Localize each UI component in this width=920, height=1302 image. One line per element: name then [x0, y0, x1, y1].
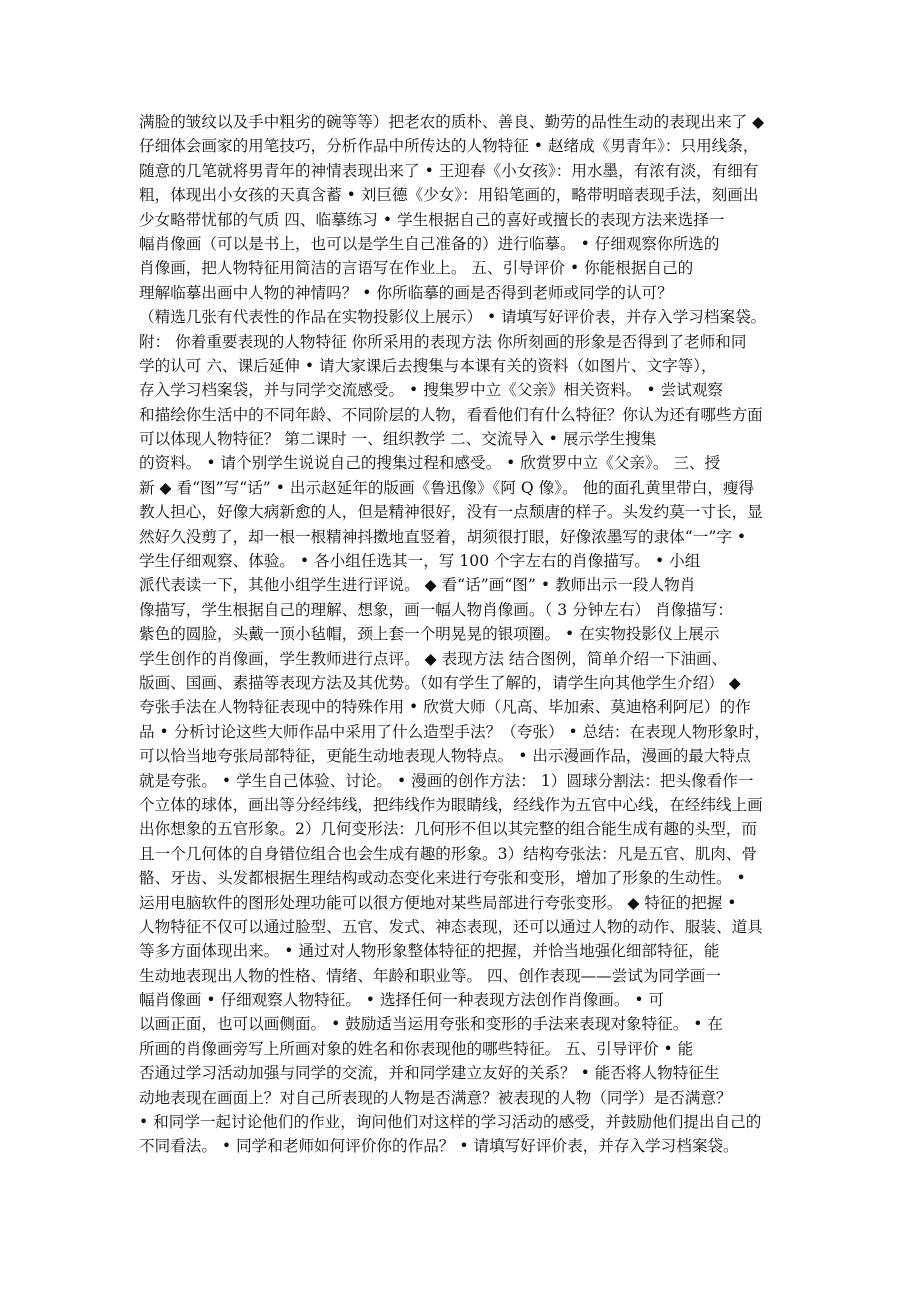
text-line: 且一个几何体的自身错位组合也会生成有趣的形象。3）结构夸张法：凡是五官、肌肉、骨: [139, 844, 758, 863]
text-line: 等多方面体现出来。 • 通过对人物形象整体特征的把握，并恰当地强化细部特征，能: [139, 942, 720, 961]
text-line: 存入学习档案袋，并与同学交流感受。 • 搜集罗中立《父亲》相关资料。 • 尝试观察: [139, 381, 724, 400]
text-line: 所画的肖像画旁写上所画对象的姓名和你表现他的哪些特征。 五、引导评价 • 能: [139, 1039, 694, 1058]
text-line: 出你想象的五官形象。2）几何变形法：几何形不但以其完整的组合能生成有趣的头型，而: [139, 820, 758, 839]
text-line: （精选几张有代表性的作品在实物投影仪上展示） • 请填写好评价表，并存入学习档案袋。: [139, 308, 767, 327]
text-line: 随意的几笔就将男青年的神情表现出来了 • 王迎春《小女孩》：用水墨，有浓有淡，有细有: [139, 161, 759, 180]
text-line: 理解临摹出画中人物的神情吗？ • 你所临摹的画是否得到老师或同学的认可？: [139, 283, 673, 302]
text-line: 品 • 分析讨论这些大师作品中采用了什么造型手法？（夸张） • 总结：在表现人物形象时，: [139, 722, 770, 741]
text-line: 的资料。 • 请个别学生说说自己的搜集过程和感受。 • 欣赏罗中立《父亲》。 三、授: [139, 454, 721, 473]
text-line: 骼、牙齿、头发都根据生理结构或动态变化来进行夸张和变形，增加了形象的生动性。 •: [139, 869, 746, 888]
text-line: 就是夸张。 • 学生自己体验、讨论。 • 漫画的创作方法： 1）圆球分割法：把头像看作一: [139, 771, 754, 790]
text-line: 少女略带忧郁的气质 四、临摹练习 • 学生根据自己的喜好或擅长的表现方法来选择一: [139, 210, 725, 229]
text-line: 粗，体现出小女孩的天真含蓄 • 刘巨德《少女》：用铅笔画的，略带明暗表现手法，刻画出: [139, 186, 759, 205]
text-line: 运用电脑软件的图形处理功能可以很方便地对某些局部进行夸张变形。 ◆ 特征的把握 •: [139, 893, 737, 912]
text-line: 紫色的圆脸，头戴一顶小毡帽，颈上套一个明晃晃的银项圈。 • 在实物投影仪上展示: [139, 625, 720, 644]
text-line: 幅肖像画（可以是书上，也可以是学生自己准备的）进行临摹。 • 仔细观察你所选的: [139, 234, 720, 253]
text-line: 像描写，学生根据自己的理解、想象，画一幅人物肖像画。（ 3 分钟左右） 肖像描写：: [139, 600, 733, 619]
text-line: 版画、国画、素描等表现方法及其优势。（如有学生了解的，请学生向其他学生介绍） ◆: [139, 673, 741, 692]
text-line: 仔细体会画家的用笔技巧，分析作品中所传达的人物特征 • 赵绪成《男青年》：只用线条，: [139, 137, 759, 156]
text-line: 夸张手法在人物特征表现中的特殊作用 • 欣赏大师（凡高、毕加索、莫迪格利阿尼）的作: [139, 698, 751, 717]
text-line: 附： 你着重要表现的人物特征 你所采用的表现方法 你所刻画的形象是否得到了老师和同: [139, 332, 747, 351]
text-line: 以画正面，也可以画侧面。 • 鼓励适当运用夸张和变形的手法来表现对象特征。 • 在: [139, 1015, 724, 1034]
text-line: 否通过学习活动加强与同学的交流，并和同学建立友好的关系？ • 能否将人物特征生: [139, 1064, 720, 1083]
text-line: 肖像画，把人物特征用简洁的言语写在作业上。 五、引导评价 • 你能根据自己的: [139, 259, 694, 278]
text-line: 人物特征不仅可以通过脸型、五官、发式、神态表现，还可以通过人物的动作、服装、道具: [139, 917, 763, 936]
text-line: 可以体现人物特征？ 第二课时 一、组织教学 二、交流导入 • 展示学生搜集: [139, 430, 657, 449]
text-line: 可以恰当地夸张局部特征，更能生动地表现人物特点。 • 出示漫画作品，漫画的最大特点: [139, 747, 751, 766]
document-body: [139, 110, 795, 1159]
text-line: 生动地表现出人物的性格、情绪、年龄和职业等。 四、创作表现——尝试为同学画一: [139, 966, 721, 985]
text-line: 不同看法。 • 同学和老师如何评价你的作品？ • 请填写好评价表，并存入学习档案袋。: [139, 1137, 739, 1156]
text-line: 个立体的球体，画出等分经纬线，把纬线作为眼睛线，经线作为五官中心线，在经纬线上画: [139, 795, 763, 814]
text-line: 和描绘你生活中的不同年龄、不同阶层的人物，看看他们有什么特征？你认为还有哪些方面: [139, 405, 763, 424]
text-line: 学的认可 六、课后延伸 • 请大家课后去搜集与本课有关的资料（如图片、文字等），: [139, 356, 717, 375]
text-line: 新 ◆ 看“图”写“话” • 出示赵延年的版画《鲁迅像》《阿 Q 像》。 他的面孔黄里带白，瘦得: [139, 478, 755, 497]
text-line: 教人担心，好像大病新愈的人，但是精神很好，没有一点颓唐的样子。头发约莫一寸长，显: [139, 503, 763, 522]
text-line: 幅肖像画 • 仔细观察人物特征。 • 选择任何一种表现方法创作肖像画。 • 可: [139, 991, 665, 1010]
text-line: 学生仔细观察、体验。 • 各小组任选其一，写 100 个字左右的肖像描写。 • 小组: [139, 552, 701, 571]
text-line: 学生创作的肖像画，学生教师进行点评。 ◆ 表现方法 结合图例，简单介绍一下油画、: [139, 649, 728, 668]
text-line: • 和同学一起讨论他们的作业，询问他们对这样的学习活动的感受，并鼓励他们提出自己的: [139, 1113, 762, 1132]
text-line: 派代表读一下，其他小组学生进行评说。 ◆ 看“话”画“图” • 教师出示一段人物肖: [139, 576, 696, 595]
text-line: 然好久没剪了，却一根一根精神抖擞地直竖着，胡须很打眼，好像浓墨写的隶体“一”字 •: [139, 527, 747, 546]
text-line: 满脸的皱纹以及手中粗劣的碗等等）把老农的质朴、善良、勤劳的品性生动的表现出来了 ◆: [139, 113, 765, 131]
text-line: 动地表现在画面上？对自己所表现的人物是否满意？被表现的人物（同学）是否满意？: [139, 1088, 732, 1107]
